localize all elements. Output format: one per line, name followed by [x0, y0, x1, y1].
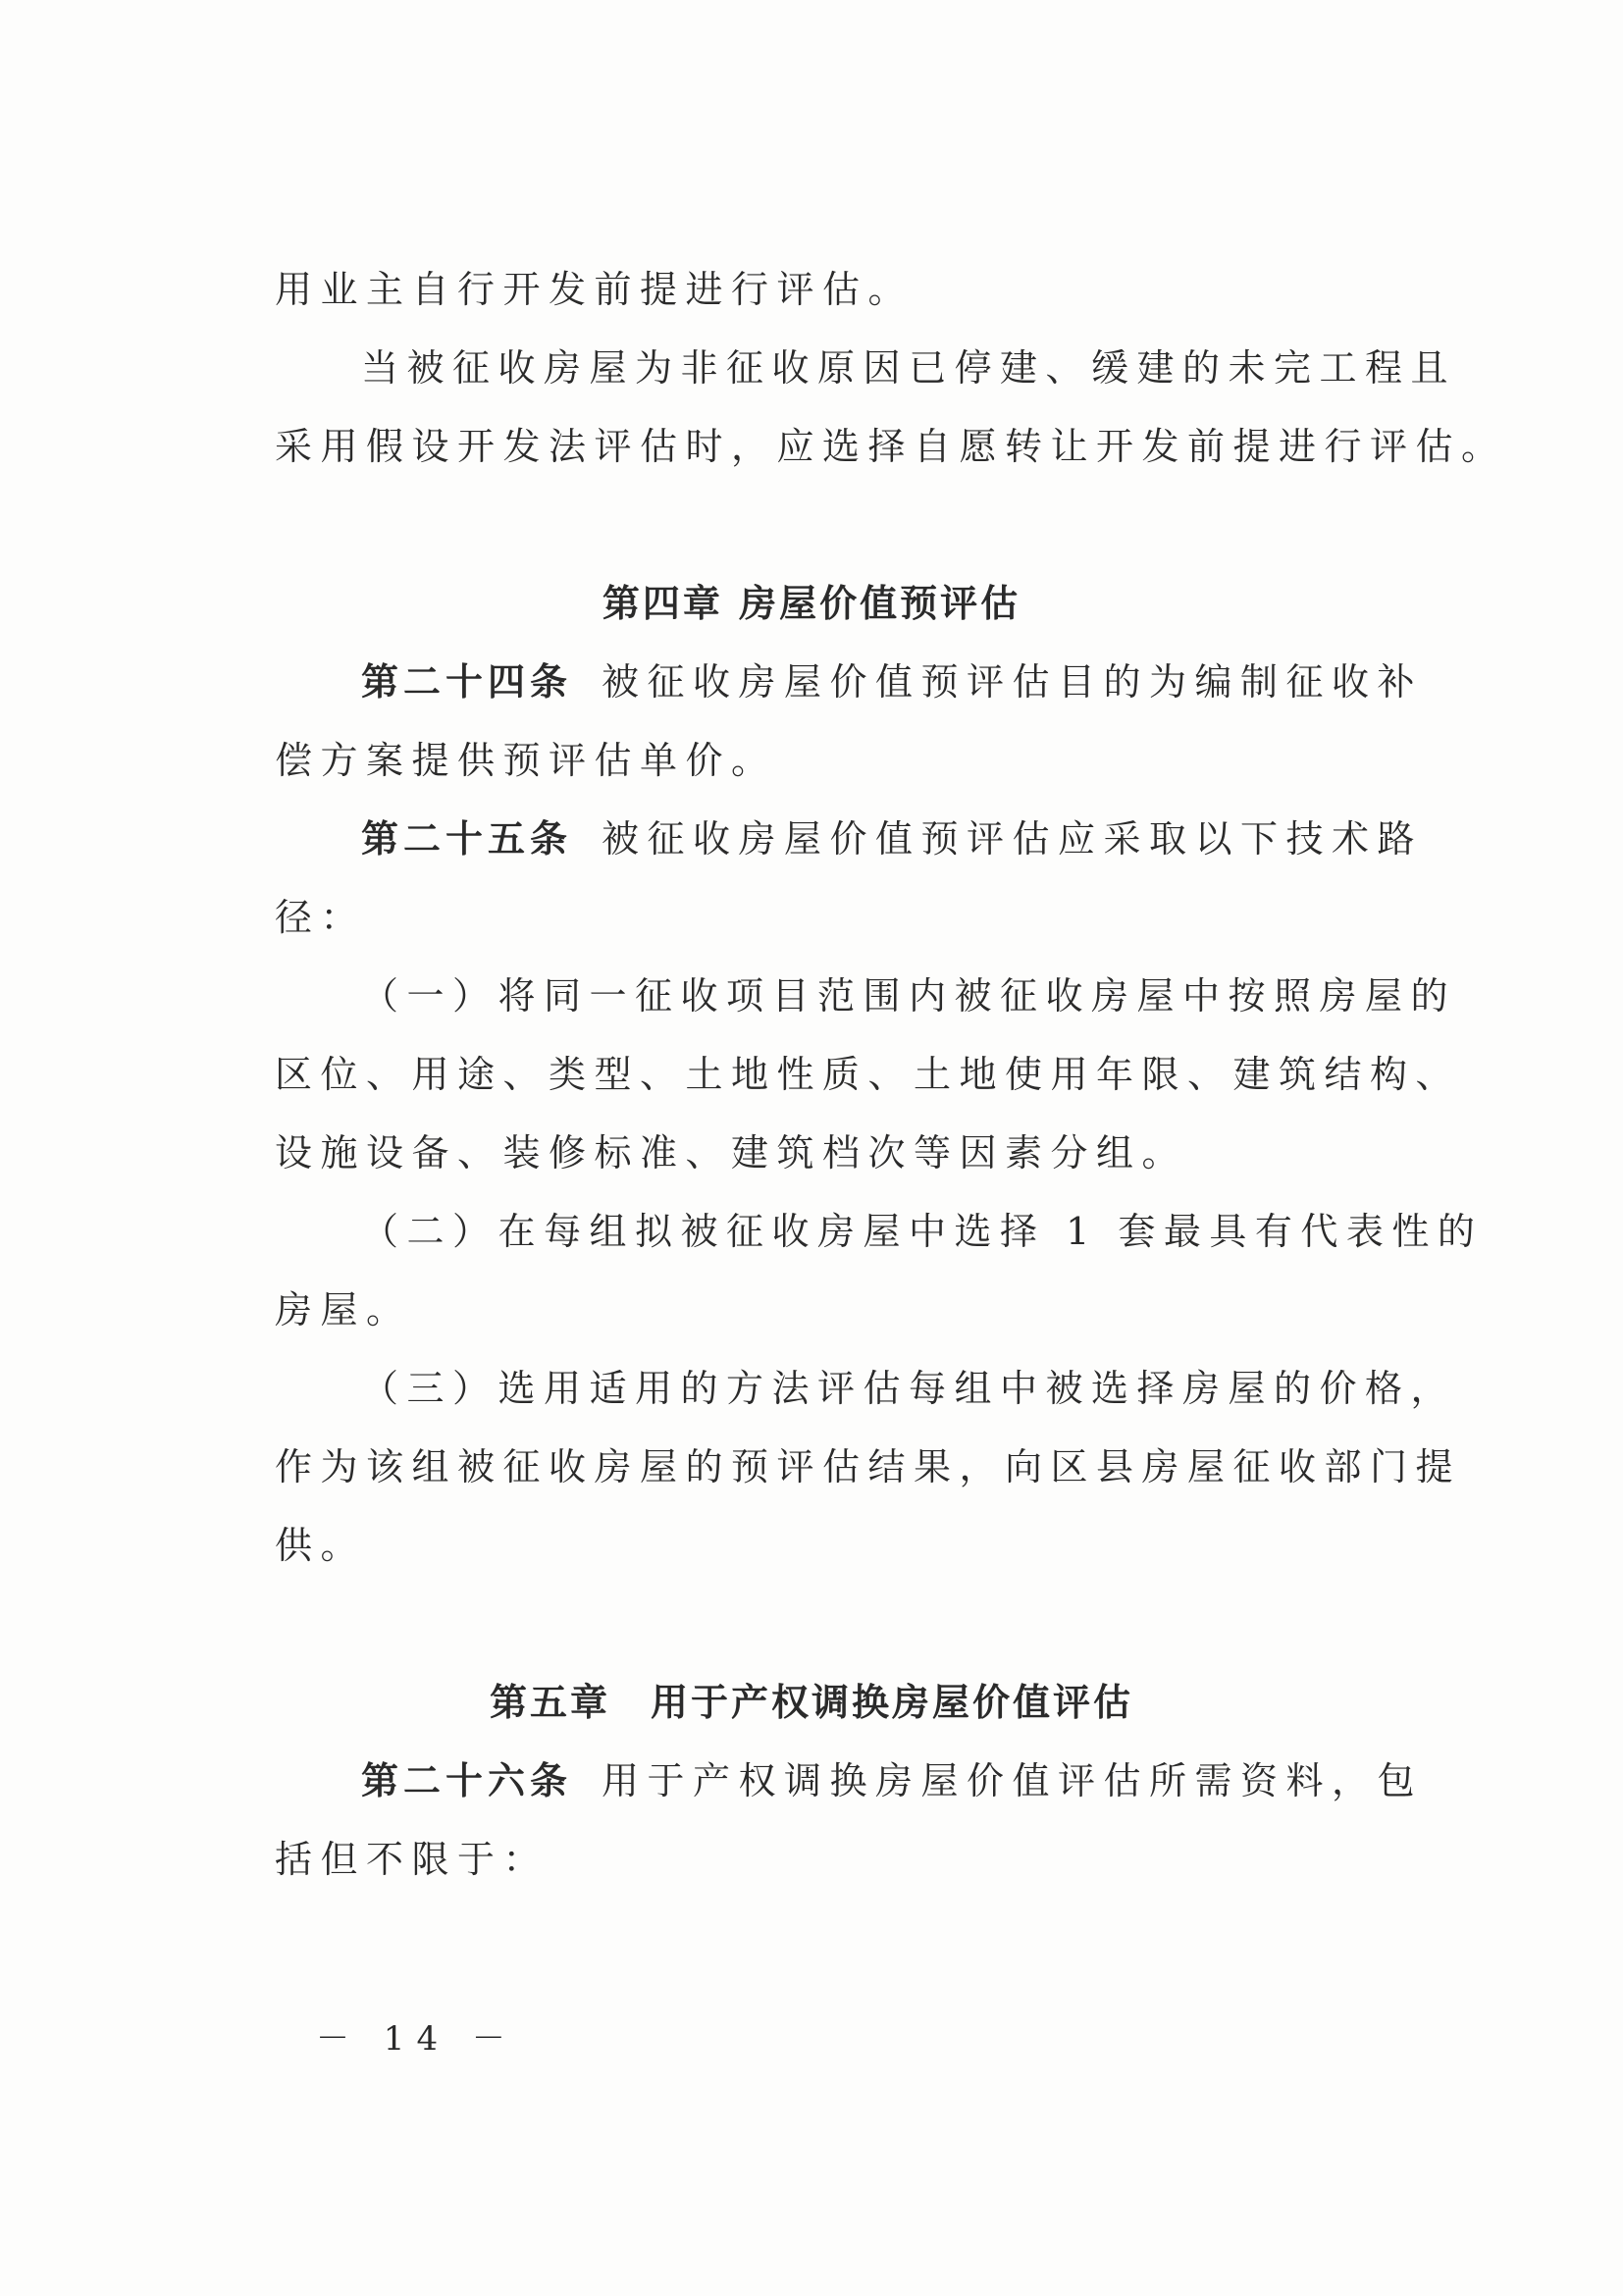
- paragraph-line: 供。: [275, 1524, 367, 1567]
- chapter-heading: 第五章 用于产权调换房屋价值评估: [489, 1680, 1133, 1724]
- article-text: 被征收房屋价值预评估目的为编制征收补: [602, 660, 1424, 704]
- paragraph-line: （三）选用适用的方法评估每组中被选择房屋的价格，: [361, 1367, 1457, 1410]
- paragraph-line: 用业主自行开发前提进行评估。: [275, 268, 915, 311]
- paragraph-line: 偿方案提供预评估单价。: [275, 739, 777, 782]
- article-text: 被征收房屋价值预评估应采取以下技术路: [602, 817, 1424, 861]
- article-number: 第二十六条: [361, 1758, 573, 1802]
- paragraph-line: 作为该组被征收房屋的预评估结果，向区县房屋征收部门提: [275, 1445, 1462, 1488]
- paragraph-line: 房屋。: [275, 1288, 412, 1331]
- paragraph-line: 括但不限于：: [275, 1838, 550, 1881]
- article-number: 第二十四条: [361, 659, 573, 704]
- paragraph-line: 当被征收房屋为非征收原因已停建、缓建的未完工程且: [361, 346, 1457, 390]
- paragraph-line: （一）将同一征收项目范围内被征收房屋中按照房屋的: [361, 974, 1457, 1018]
- article-text: 用于产权调换房屋价值评估所需资料，包: [602, 1759, 1424, 1802]
- chapter-heading: 第四章 房屋价值预评估: [602, 581, 1021, 625]
- article-line: [361, 816, 1440, 861]
- paragraph-line: 区位、用途、类型、土地性质、土地使用年限、建筑结构、: [275, 1053, 1462, 1096]
- article-line: [361, 659, 1440, 704]
- paragraph-line: 采用假设开发法评估时，应选择自愿转让开发前提进行评估。: [275, 425, 1507, 468]
- article-number: 第二十五条: [361, 816, 573, 861]
- paragraph-line: （二）在每组拟被征收房屋中选择 1 套最具有代表性的: [361, 1210, 1484, 1253]
- article-line: [361, 1758, 1440, 1803]
- paragraph-line: 设施设备、装修标准、建筑档次等因素分组。: [275, 1131, 1188, 1174]
- paragraph-line: 径：: [275, 896, 367, 939]
- page-number: － 14 －: [316, 2019, 517, 2059]
